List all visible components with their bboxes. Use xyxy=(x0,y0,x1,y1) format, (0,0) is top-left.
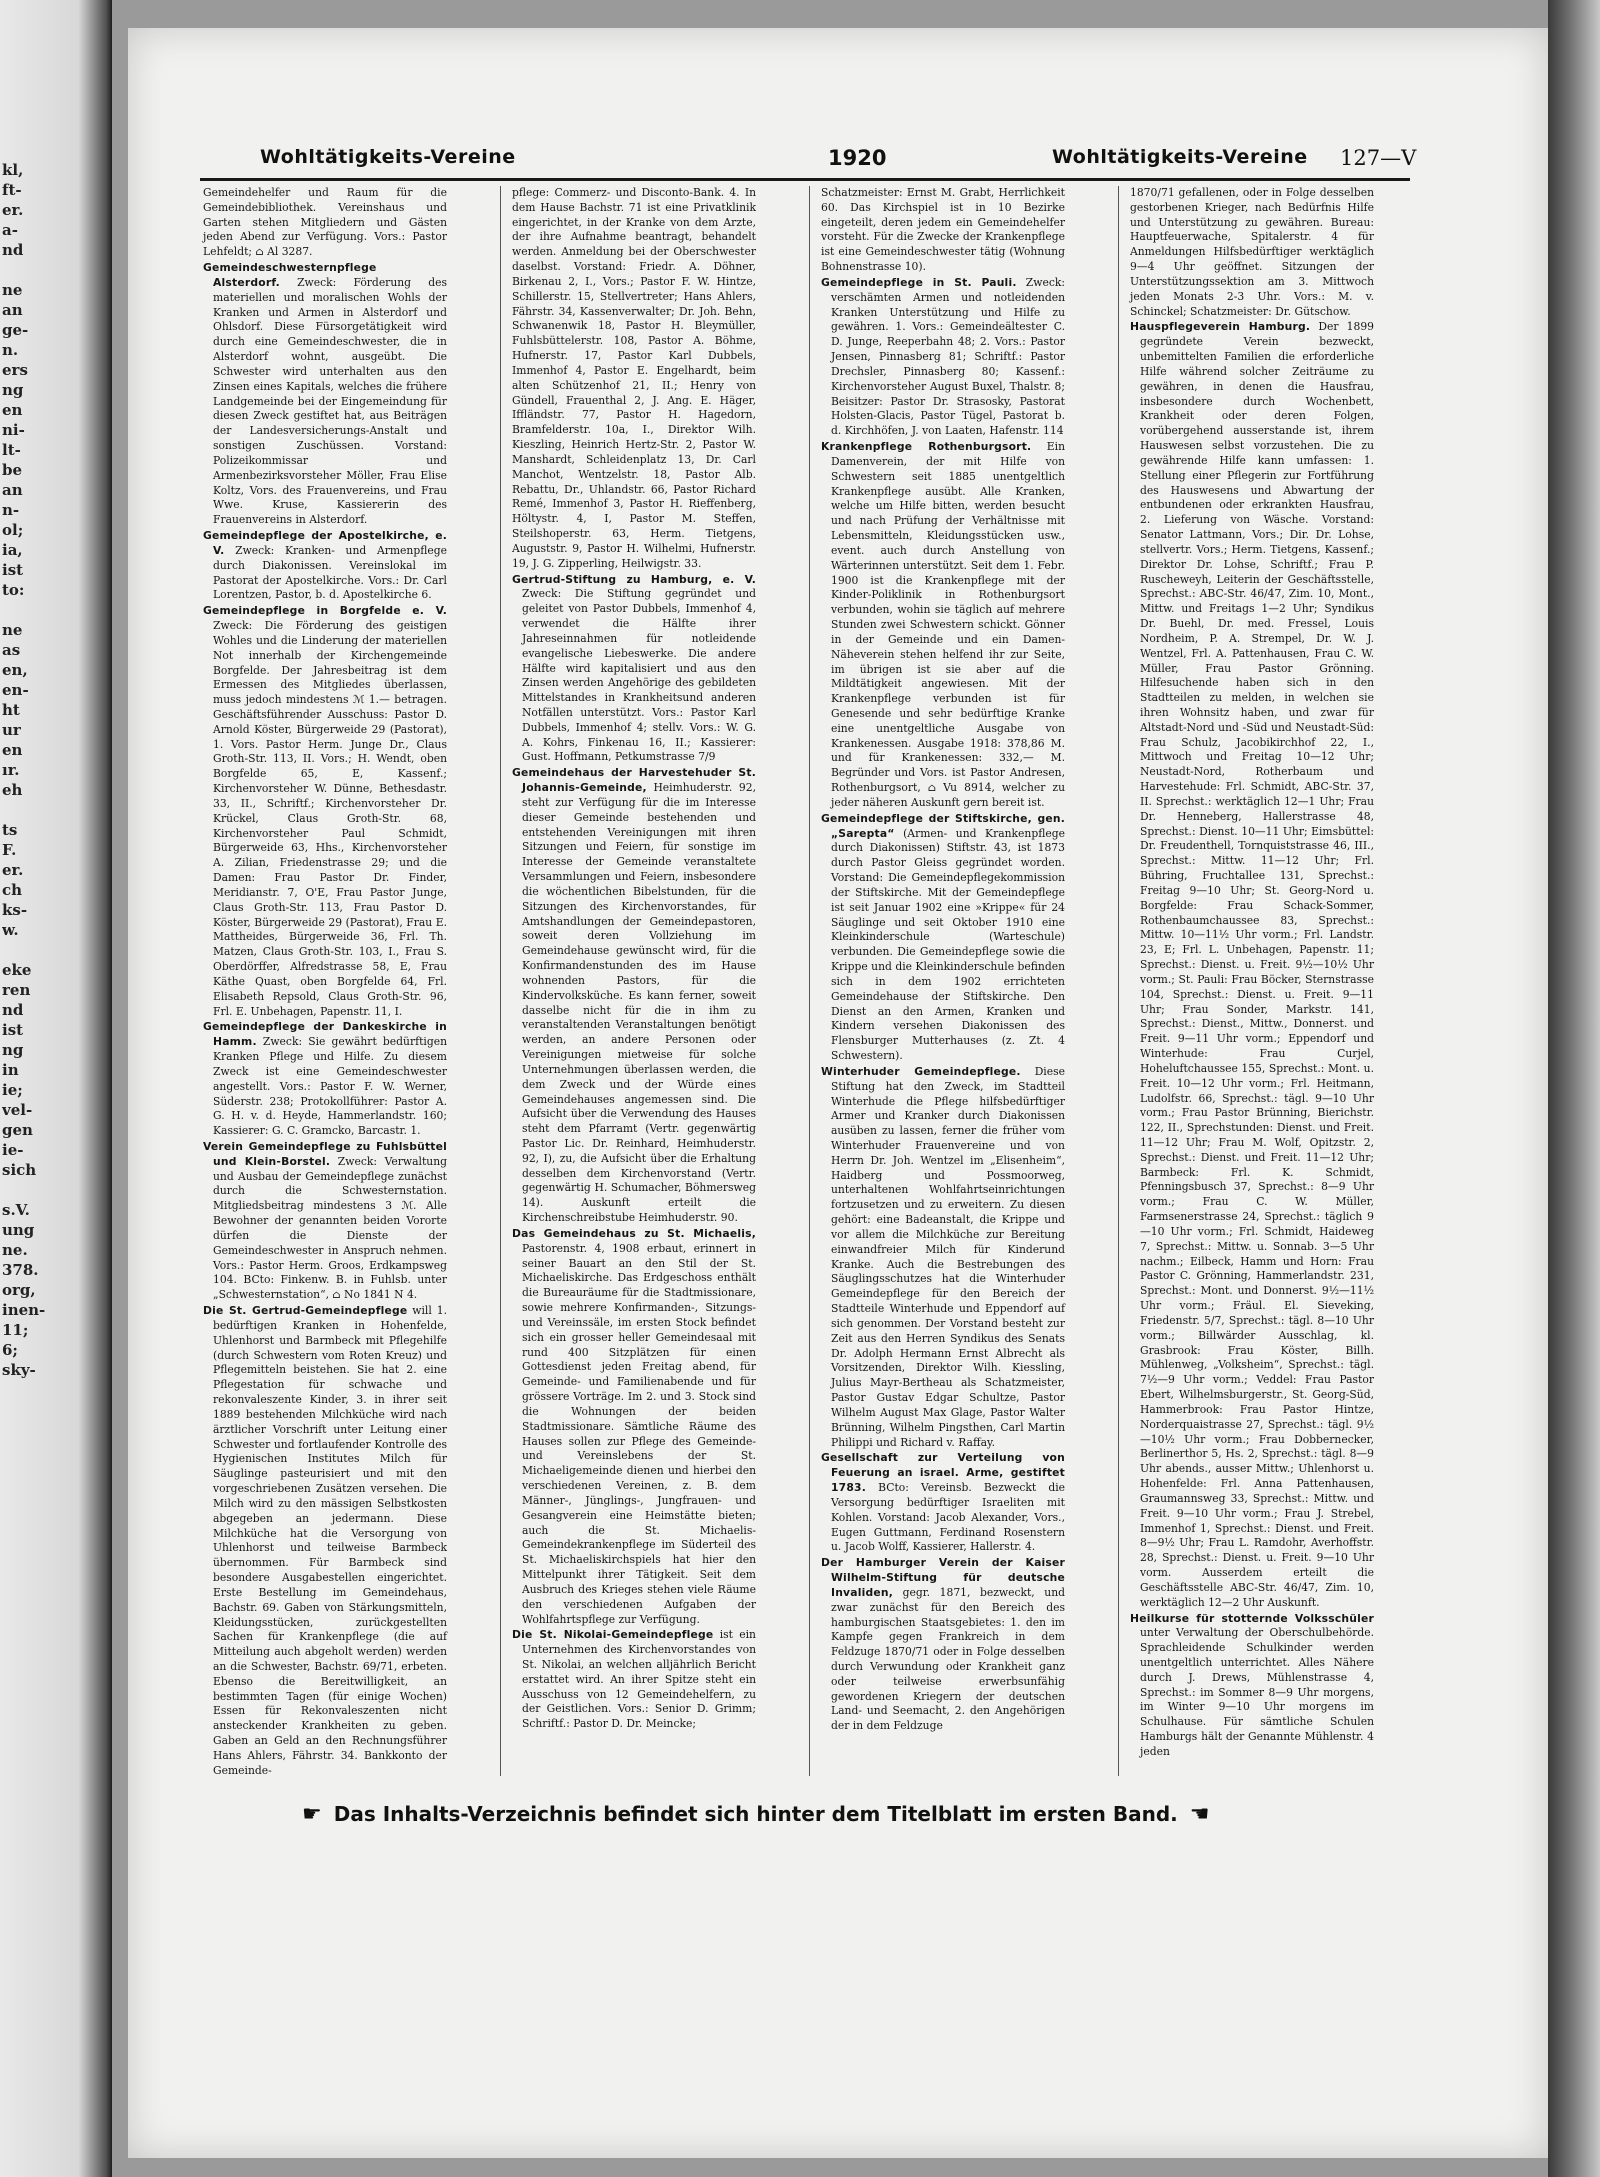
fragment-line: ht xyxy=(2,701,20,719)
fragment-line: nd xyxy=(2,241,24,259)
entry-heading: Gertrud-Stiftung zu Hamburg, e. V. xyxy=(512,572,756,586)
entry-text: Schatzmeister: Ernst M. Grabt, Herrlichkeit 60. Das Kirchspiel ist in 10 Bezirke eingeteilt, deren jedem ein Gemeindehelfer vorsteht. Für die Zwecke der Krankenpflege ist eine Gemeindeschwester tätig (Wohnung Bohnenstrasse 10). xyxy=(821,186,1065,274)
fragment-line: w. xyxy=(2,921,19,939)
entry-heading: Gemeindepflege der Stiftskirche, gen. „Sarepta“ xyxy=(821,811,1065,840)
entry-heading: Gemeindepflege in St. Pauli. xyxy=(821,275,1017,289)
fragment-line xyxy=(2,600,102,620)
fragment-line: org, xyxy=(2,1281,36,1299)
directory-entry xyxy=(512,1628,756,1732)
entry-heading: Gemeindeschwesternpflege Alsterdorf. xyxy=(203,261,377,289)
pointing-hand-right-icon: ☛ xyxy=(302,1802,322,1827)
fragment-line: ft- xyxy=(2,181,22,199)
fragment-line: ie; xyxy=(2,1081,23,1099)
entry-heading: Winterhuder Gemeindepflege. xyxy=(821,1064,1021,1078)
fragment-line: as xyxy=(2,641,21,659)
fragment-line: 378. xyxy=(2,1261,39,1279)
entry-text: Heimhuderstr. 92, steht zur Verfügung für die im Interesse dieser Gemeinde bestehenden und entstehenden Vereinigungen mit ihren Sitzungen und Feiern, für sonstige im Interesse der Gemeinde veranstaltete Versammlungen und Feiern, insbesondere die wöchentlichen Bibelstunden, für die Sitzungen des Kirchenvorstandes, für Amtshandlungen der Gemeindepastoren, soweit deren Vollziehung im Gemeindehause gewünscht wird, für die Konfirmandenstunden des im Hause wohnenden Pastors, für die Kindervolksküche. Es kann ferner, soweit dasselbe nicht für die in ihm zu veranstaltenden Veranstaltungen benötigt werden, an andere Personen oder Vereinigungen mietweise für solche Unternehmungen überlassen werden, die dem Zweck und der Würde eines Gemeindehauses angemessen sind. Die Aufsicht über die Verwendung des Hauses steht dem Pfarramt (Vertr. gegenwärtig Pastor Lic. Dr. Reinhard, Heimhuderstr. 92, I), zu, die Aufsicht über die Erhaltung desselben dem Kirchenvorstand (Vertr. gegenwärtig H. Schumacher, Böhmersweg 14). Auskunft erteilt die Kirchenschreibstube Heimhuderstr. 90. xyxy=(522,781,757,1225)
entry-heading: Heilkurse für stotternde Volksschüler xyxy=(1130,1611,1374,1625)
fragment-line: ie- xyxy=(2,1141,24,1159)
fragment-line: lt- xyxy=(2,441,21,459)
directory-entry xyxy=(203,186,447,260)
directory-entry xyxy=(203,261,447,528)
fragment-line: s.V. xyxy=(2,1201,30,1219)
fragment-line: 6; xyxy=(2,1341,18,1359)
page-number: 127—V xyxy=(1340,146,1417,170)
entry-text: pflege: Commerz- und Disconto-Bank. 4. In dem Hause Bachstr. 71 ist eine Privatklinik eingerichtet, in der Kranke von dem Arzte, der ihre Aufnahme beantragt, behandelt werden. Anmeldung bei der Oberschwester daselbst. Vorstand: Friedr. A. Döhner, Birkenau 2, I., Vors.; Pastor F. W. Hintze, Schillerstr. 15, Stellvertreter; Hans Ahlers, Fährstr. 34, Kassenverwalter; Dr. Joh. Behn, Schwanenwik 18, Pastor H. Bleymüller, Fuhlsbüttelerstr. 108, Pastor A. Böhme, Hufnerstr. 17, Pastor Karl Dubbels, Immenhof 4, Pastor E. Engelhardt, beim alten Schützenhof 21, II.; Henry von Gündell, Frauenthal 2, J. Ang. E. Häger, Iffländstr. 77, Pastor H. Hagedorn, Bramfelderstr. 10a, I., Direktor Wilh. Kieszling, Heinrich Hertz-Str. 2, Pastor W. Manshardt, Schleidenplatz 13, Dr. Carl Manchot, Wentzelstr. 18, Pastor Alb. Rebattu, Dr., Uhlandstr. 66, Pastor Richard Remé, Immenhof 3, Pastor H. Rieffenberg, Höltystr. 4, I, Pastor M. Steffen, Steilshoperstr. 63, Herm. Tietgens, Auguststr. 9, Pastor H. Wilhelmi, Hufnerstr. 19, J. G. Zipperling, Heilwigstr. 33. xyxy=(512,186,756,570)
directory-entry xyxy=(512,1227,756,1627)
entry-text: ist ein Unternehmen des Kirchenvorstandes von St. Nikolai, an welchen alljährlich Bericht erstattet wird. An ihrer Spitze steht ein Ausschuss von 12 Gemeindehelfern, zu der Geistlichen. Vors.: Senior D. Grimm; Schriftf.: Pastor D. Dr. Meincke; xyxy=(522,1628,756,1731)
fragment-line: er. xyxy=(2,861,24,879)
entry-text: Zweck: Sie gewährt bedürftigen Kranken Pflege und Hilfe. Zu diesem Zweck ist eine Gemeindeschwester angestellt. Vors.: Pastor F. W. Werner, Süderstr. 238; Protokollführer: Pastor A. G. H. v. d. Heyde, Hammerlandstr. 160; Kassierer: G. C. Gramcko, Barcastr. 1. xyxy=(213,1035,447,1138)
fragment-line xyxy=(2,940,102,960)
fragment-line: n. xyxy=(2,341,19,359)
fragment-line: ung xyxy=(2,1221,35,1239)
directory-entry xyxy=(512,186,756,572)
fragment-line: sich xyxy=(2,1161,37,1179)
fragment-line: a- xyxy=(2,221,18,239)
fragment-line: to: xyxy=(2,581,25,599)
text-column-2 xyxy=(512,186,756,1733)
directory-entry xyxy=(821,1556,1065,1734)
entry-text: Zweck: Förderung des materiellen und moralischen Wohls der Kranken und Armen in Alsterdorf und Ohlsdorf. Diese Fürsorgetätigkeit wird durch eine Gemeindeschwester, die in Alsterdorf wohnt, ausgeübt. Die Schwester wird unterhalten aus den Zinsen eines Kapitals, welches die frühere Landgemeinde bei der Eingemeindung für diesen Zweck gestiftet hat, aus Beiträgen der Landesversicherungs-Anstalt und sonstigen Zuschüssen. Vorstand: Polizeikommissar und Armenbezirksvorsteher Möller, Frau Elise Koltz, Vors. des Frauenvereins, und Frau Wwe. Kruse, Kassiererin des Frauenvereins in Alsterdorf. xyxy=(213,275,447,527)
fragment-line: vel- xyxy=(2,1101,33,1119)
column-separator xyxy=(1118,186,1119,1776)
entry-heading: Hauspflegeverein Hamburg. xyxy=(1130,320,1311,334)
entry-heading: Die St. Gertrud-Gemeindepflege xyxy=(203,1304,408,1318)
fragment-line: n- xyxy=(2,501,20,519)
entry-text: Zweck: verschämten Armen und notleidenden Kranken Unterstützung und Hilfe zu gewähren. 1. Vors.: Gemeindeältester C. D. Junge, Reeperbahn 48; 2. Vors.: Pastor Jensen, Pinnasberg 81; Schriftf.: Pastor Drechsler, Pinnasberg 80; Kassenf.: Kirchenvorsteher August Buxel, Thalstr. 8; Beisitzer: Pastor Dr. Strasosky, Pastorat Holsten-Glacis, Pastor Tügel, Pastorat b. d. Kirchhöfen, J. von Laaten, Hafenstr. 114 xyxy=(831,275,1065,438)
entry-text: Gemeindehelfer und Raum für die Gemeindebibliothek. Vereinshaus und Garten stehen Mitgliedern und Gästen jeden Abend zur Verfügung. Vors.: Pastor Lehfeldt; ⌂ Al 3287. xyxy=(203,186,447,259)
fragment-line: ist xyxy=(2,1021,24,1039)
entry-heading: Das Gemeindehaus zu St. Michaelis, xyxy=(512,1226,756,1240)
directory-entry xyxy=(512,573,756,766)
fragment-line: 11; xyxy=(2,1321,29,1339)
directory-entry xyxy=(821,812,1065,1064)
directory-entry xyxy=(821,186,1065,275)
directory-entry xyxy=(203,529,447,603)
running-header xyxy=(260,146,1417,174)
entry-text: Pastorenstr. 4, 1908 erbaut, erinnert in seiner Bauart an den Stil der St. Michaeliskirche. Das Erdgeschoss enthält die Bureauräume für die Stadtmissionare, sowie mehrere Konfirmanden-, Sitzungs- und Vereinssäle, im ersten Stock befindet sich ein grosser heller Gemeindesaal mit rund 400 Sitzplätzen für einen Gottesdienst jeden Freitag abend, für Gemeinde- und Familienabende und für grössere Vorträge. Im 2. und 3. Stock sind die Wohnungen der beiden Stadtmissionare. Sämtliche Räume des Hauses sollen zur Pflege des Gemeinde- und Vereinslebens der St. Michaeligemeinde dienen und hierbei den verschiedenen Vereinen, z. B. dem Männer-, Jünglings-, Jungfrauen- und Gesangverein eine Heimstätte bieten; auch die St. Michaelis-Gemeindekrankenpflege im Süderteil des St. Michaeliskirchspiels hat hier den Mittelpunkt ihrer Tätigkeit. Seit dem Ausbruch des Krieges stehen viele Räume den verschiedenen Aufgaben der Wohlfahrtspflege zur Verfügung. xyxy=(522,1241,756,1626)
entry-heading: Gemeindepflege in Borgfelde e. V. xyxy=(203,604,447,618)
text-column-1 xyxy=(203,186,447,1780)
fragment-line: ts xyxy=(2,821,18,839)
fragment-line: ks- xyxy=(2,901,28,919)
entry-heading: Die St. Nikolai-Gemeindepflege xyxy=(512,1628,714,1642)
fragment-line: ge- xyxy=(2,321,29,339)
fragment-line xyxy=(2,1180,102,1200)
entry-text: (Armen- und Krankenpflege durch Diakonissen) Stiftstr. 43, ist 1873 durch Pastor Gleiss gegründet worden. Vorstand: Die Gemeindepflegekommission der Stiftskirche. Mit der Gemeindepflege ist seit Januar 1902 eine »Krippe« für 24 Säuglinge und seit Oktober 1910 eine Kleinkinderschule (Warteschule) verbunden. Die Gemeindepflege sowie die Krippe und die Kleinkinderschule befinden sich in dem 1902 errichteten Gemeindehause der Stiftskirche. Den Dienst an den Armen, Kranken und Kindern versehen Diakonissen des Flensburger Mutterhauses (z. Zt. 4 Schwestern). xyxy=(831,826,1065,1063)
entry-text: Diese Stiftung hat den Zweck, im Stadtteil Winterhude die Pflege hilfsbedürftiger Armer und Kranker durch Diakonissen ausüben zu lassen, ferner die früher vom Winterhuder Frauenvereine und von Herrn Dr. Joh. Wentzel im „Elisenheim“, Haidberg und Possmoorweg, unterhaltenen Wohlfahrtseinrichtungen fortzusetzen und zu erweitern. Zu diesen gehört: eine Badeanstalt, die Krippe und vor allem die Milchküche zur Bereitung einwandfreier Milch für Kinderund Kranke. Auch die Bestrebungen des Säuglingsschutzes hat die Winterhuder Gemeindepflege für den Bereich der Stadtteile Winterhude und Eppendorf auf sich genommen. Der Vorstand besteht zur Zeit aus den Herren Syndikus des Senats Dr. Adolph Hermann Ernst Albrecht als Vorsitzenden, Direktor Wilh. Kiessling, Julius Mayr-Bertheau als Schatzmeister, Pastor Gustav Edgar Schultze, Pastor Wilhelm August Max Glage, Pastor Walter Brünning, Wilhelm Pingsthen, Carl Martin Philippi und Richard v. Raffay. xyxy=(831,1064,1065,1449)
directory-entry xyxy=(203,1140,447,1303)
fragment-line: ers xyxy=(2,361,28,379)
directory-entry xyxy=(1130,320,1374,1610)
footer-notice xyxy=(290,1802,1380,1836)
fragment-line: ch xyxy=(2,881,23,899)
directory-entry xyxy=(821,276,1065,439)
text-column-4 xyxy=(1130,186,1374,1761)
entry-heading: Verein Gemeindepflege zu Fuhlsbüttel und Klein-Borstel. xyxy=(203,1140,447,1168)
fragment-line: ol; xyxy=(2,521,24,539)
text-column-3 xyxy=(821,186,1065,1735)
directory-entry xyxy=(203,1304,447,1779)
entry-text: BCto: Vereinsb. Bezweckt die Versorgung bedürftiger Israeliten mit Kohlen. Vorstand: Jacob Alexander, Vors., Eugen Guttmann, Ferdinand Rosenstern u. Jacob Wolff, Kassierer, Hallerstr. 4. xyxy=(831,1481,1065,1554)
directory-entry xyxy=(821,440,1065,811)
fragment-line: eh xyxy=(2,781,23,799)
scan-right-edge xyxy=(1548,0,1600,2177)
fragment-line: ia, xyxy=(2,541,23,559)
directory-entry xyxy=(1130,1612,1374,1760)
entry-text: unter Verwaltung der Oberschulbehörde. Sprachleidende Schulkinder werden unentgeltlich unterrichtet. Alles Nähere durch J. Drews, Mühlenstrasse 4, Sprechst.: im Sommer 8—9 Uhr morgens, im Winter 9—10 Uhr morgens im Schulhause. Für sämtliche Schulen Hamburgs hält der Genannte Mühlenstr. 4 jeden xyxy=(1140,1626,1374,1758)
fragment-line: en, xyxy=(2,661,28,679)
entry-heading: Gemeindepflege der Apostelkirche, e. V. xyxy=(203,529,447,557)
entry-heading: Gemeindehaus der Harvestehuder St. Johannis-Gemeinde, xyxy=(512,766,756,795)
fragment-line: inen- xyxy=(2,1301,46,1319)
fragment-line: ist xyxy=(2,561,24,579)
fragment-line: ng xyxy=(2,381,24,399)
fragment-line xyxy=(2,260,102,280)
fragment-line: en xyxy=(2,741,23,759)
fragment-line: an xyxy=(2,301,23,319)
directory-entry xyxy=(821,1065,1065,1451)
entry-text: Zweck: Die Stiftung gegründet und geleitet von Pastor Dubbels, Immenhof 4, verwendet die Hälfte ihrer Jahreseinnahmen für notleidende evangelische Liebeswerke. Die andere Hälfte wird kapitalisiert und aus den Zinsen werden Angehörige des gebildeten Mittelstandes in Krankheitsund anderen Notfällen unterstützt. Vors.: Pastor Karl Dubbels, Immenhof 4; stellv. Vors.: W. G. A. Kohrs, Finkenau 16, II.; Kassierer: Gust. Hoffmann, Petkumstrasse 7/9 xyxy=(522,587,756,764)
header-left-title: Wohltätigkeits-Vereine xyxy=(260,146,516,168)
fragment-line: kl, xyxy=(2,161,24,179)
header-rule xyxy=(200,178,1410,181)
header-year: 1920 xyxy=(828,146,887,170)
fragment-line: ni- xyxy=(2,421,25,439)
entry-heading: Der Hamburger Verein der Kaiser Wilhelm-Stiftung für deutsche Invaliden, xyxy=(821,1556,1065,1599)
fragment-line: an xyxy=(2,481,23,499)
fragment-line: er. xyxy=(2,201,24,219)
directory-entry xyxy=(512,766,756,1226)
entry-text: Der 1899 gegründete Verein bezweckt, unbemittelten Familien die erforderliche Hilfe während solcher Zeiträume zu gewähren, in denen die Hausfrau, insbesondere durch Wochenbett, Krankheit oder deren Folgen, vorübergehend ausserstande ist, ihrem Hauswesen selbst vorzustehen. Die zu gewährende Hilfe kann umfassen: 1. Stellung einer Pflegerin zur Fortführung des Hauswesens und Abwartung der entbundenen oder erkrankten Hausfrau, 2. Lieferung von Wäsche. Vorstand: Senator Lattmann, Vors.; Dir. Dr. Lohse, stellvertr. Vors.; Herm. Tietgens, Kassenf.; Direktor Dr. Lohse, Schriftf.; Frau P. Ruscheweyh, Leiterin der Geschäftsstelle, Sprechst.: ABC-Str. 46/47, Zim. 10, Mont., Mittw. und Freitags 1—2 Uhr; Syndikus Dr. Buehl, Dr. med. Fressel, Louis Nordheim, P. A. Strempel, Dr. W. J. Wentzel, Frl. A. Pattenhausen, Frau C. W. Müller, Frau Pastor Grönning. Hilfesuchende haben sich in den Stadtteilen zu melden, in welchen sie ihren Wohnsitz haben, und zwar für Altstadt-Nord und -Süd und Neustadt-Süd: Frau Schulz, Jacobikirchhof 22, I., Mittwoch und Freitag 10—12 Uhr; Neustadt-Nord, Rotherbaum und Harvestehude: Frl. Schmidt, ABC-Str. 37, II. Sprechst.: werktäglich 12—1 Uhr; Frau Dr. Henneberg, Hallerstrasse 48, Sprechst.: Dienst. 10—11 Uhr; Eimsbüttel: Dr. Freudenthell, Tornquiststrasse 46, III., Sprechst.: Mittw. 11—12 Uhr; Frl. Bühring, Fruchtallee 131, Sprechst.: Freitag 9—10 Uhr; St. Georg-Nord u. Borgfelde: Frau Schack-Sommer, Rothenbaumchaussee 83, Sprechst.: Mittw. 10—11½ Uhr vorm.; Frl. Landstr. 23, E; Frl. L. Unbehagen, Papenstr. 11; Sprechst.: Dienst. u. Freit. 9½—10½ Uhr vorm.; St. Pauli: Frau Böcker, Sternstrasse 104, Sprechst.: Dienst. u. Freit. 9—11 Uhr; Frau Sonder, Markstr. 141, Sprechst.: Dienst., Mittw., Donnerst. und Freit. 9—11 Uhr vorm.; Eppendorf und Winterhude: Frau Curjel, Hoheluftchaussee 155, Sprechst.: Mont. u. Freit. 10—12 Uhr vorm.; Frl. Heitmann, Ludolfstr. 66, Sprechst.: tägl. 9—10 Uhr vorm.; Frau Pastor Brünning, Bierichstr. 122, II., Sprechstunden: Dienst. und Freit. 11—12 Uhr; Frau M. Wolf, Opitzstr. 2, Sprechst.: Dienst. und Freit. 11—12 Uhr; Barmbeck: Frl. K. Schmidt, Pfenningsbusch 37, Sprechst.: 8—9 Uhr vorm.; Frau C. W. Müller, Farmsenerstrasse 24, Sprechst.: täglich 9—10 Uhr vorm.; Frl. Schmidt, Haideweg 7, Sprechst.: Mittw. u. Sonnab. 3—5 Uhr nachm.; Eilbeck, Hamm und Horn: Frau Pastor C. Grönning, Hammerlandstr. 231, Sprechst.: Mont. und Donnerst. 9½—11½ Uhr vorm.; Fräul. El. Sieveking, Friedenstr. 5/7, Sprechst.: tägl. 8—10 Uhr vorm.; Billwärder Ausschlag, kl. Grasbrook: Frau Köster, Billh. Mühlenweg, „Volksheim“, Sprechst.: tägl. 7½—9 Uhr vorm.; Veddel: Frau Pastor Ebert, Wilhelmsburgerstr., St. Georg-Süd, Hammerbrook: Frau Pastor Hintze, Norderquaistrasse 27, Sprechst.: tägl. 9½—10½ Uhr vorm.; Frau Dobbernecker, Berlinerthor 5, Hs. 2, Sprechst.: tägl. 8—9 Uhr abends., ausser Mittw.; Uhlenhorst u. Hohenfelde: Frl. Anna Pattenhausen, Graumannsweg 33, Sprechst.: Mittw. und Freit. 9—10 Uhr vorm.; Frau J. Strebel, Immenhof 1, Sprechst.: Dienst. und Freit. 8—9½ Uhr; Frau L. Ramdohr, Averhoffstr. 28, Sprechst.: Dienst. u. Freit. 9—10 Uhr vorm. Ausserdem erteilt die Geschäftsstelle ABC-Str. 46/47, Zim. 10, werktäglich 12—2 Uhr Auskunft. xyxy=(1140,320,1374,1609)
entry-heading: Gesellschaft zur Verteilung von Feuerung an israel. Arme, gestiftet 1783. xyxy=(821,1451,1065,1495)
entry-text: Zweck: Verwaltung und Ausbau der Gemeindepflege zunächst durch die Schwesternstation. Mitgliedsbeitrag mindestens 3 ℳ. Alle Bewohner der genannten beiden Vororte dürfen die Dienste der Gemeindeschwester in Anspruch nehmen. Vors.: Pastor Herm. Groos, Erdkampsweg 104. BCto: Finkenw. B. in Fuhlsb. unter „Schwesternstation“, ⌂ No 1841 N 4. xyxy=(213,1154,447,1302)
entry-text: Zweck: Kranken- und Armenpflege durch Diakonissen. Vereinslokal im Pastorat der Apostelkirche. Vors.: Dr. Carl Lorentzen, Pastor, b. d. Apostelkirche 6. xyxy=(213,543,447,602)
fragment-line: in xyxy=(2,1061,19,1079)
directory-entry xyxy=(1130,186,1374,319)
fragment-line xyxy=(2,800,102,820)
directory-entry xyxy=(821,1451,1065,1555)
header-right-title: Wohltätigkeits-Vereine xyxy=(1052,146,1308,168)
pointing-hand-left-icon: ☚ xyxy=(1189,1802,1210,1827)
entry-text: gegr. 1871, bezweckt, und zwar zunächst für den Bereich des hamburgischen Staatsgebietes: 1. den im Kampfe gegen Frankreich in dem Feldzuge 1870/71 oder in Folge desselben durch Verwundung oder Krankheit ganz oder teilweise erwerbsunfähig gewordenen Kriegern der deutschen Land- und Seemacht, 2. den Angehörigen der in dem Feldzuge xyxy=(831,1585,1065,1733)
fragment-line: ur xyxy=(2,721,21,739)
fragment-line: en- xyxy=(2,681,29,699)
column-separator xyxy=(809,186,810,1776)
fragment-line: gen xyxy=(2,1121,33,1139)
fragment-line: ne xyxy=(2,621,23,639)
fragment-line: en xyxy=(2,401,23,419)
fragment-line: ng xyxy=(2,1041,24,1059)
entry-text: will 1. bedürftigen Kranken in Hohenfelde, Uhlenhorst und Barmbeck mit Pflegehilfe (durch Schwestern vom Roten Kreuz) und Pflegemitteln beistehen. Sie hat 2. eine Pflegestation für schwache und rekonvaleszente Kinder, 3. in ihrer seit 1889 bestehenden Milchküche wird nach ärztlicher Vorschrift unter Leitung einer Schwester und fortlaufender Kontrolle des Hygienischen Institutes Milch für Säuglinge pasteurisiert und mit den vorgeschriebenen Zusätzen versehen. Die Milch wird zu den mässigen Selbstkosten abgegeben an jedermann. Diese Milchküche hat die Versorgung von Uhlenhorst und teilweise Barmbeck übernommen. Für Barmbeck sind besondere Ausgabestellen eingerichtet. Erste Bestellung im Gemeindehaus, Bachstr. 69. Gaben von Stärkungsmitteln, Kleidungsstücken, zurückgestellten Sachen für Krankenpflege (die auf Mitteilung auch abgeholt werden) werden an die Schwester, Bachstr. 69/71, erbeten. Ebenso die Bereitwilligkeit, an bestimmten Tagen (für einige Wochen) Essen für Rekonvaleszenten nicht ansteckender Krankheiten zu geben. Gaben an Geld an den Rechnungsführer Hans Ahlers, Fährstr. 34. Bankkonto der Gemeinde- xyxy=(213,1304,447,1777)
fragment-line: ne. xyxy=(2,1241,28,1259)
entry-heading: Gemeindepflege der Dankeskirche in Hamm. xyxy=(203,1020,447,1049)
entry-text: 1870/71 gefallenen, oder in Folge desselben gestorbenen Krieger, nach Bedürfnis Hilfe und Unterstützung zu gewähren. Bureau: Hauptfeuerwache, Spitalerstr. 4 für Anmeldungen Hilfsbedürftiger werktäglich 9—4 Uhr geöffnet. Sitzungen der Unterstützungssektion am 3. Mittwoch jeden Monats 2-3 Uhr. Vors.: M. v. Schinckel; Schatzmeister: Dr. Gütschow. xyxy=(1130,186,1374,318)
footer-text: Das Inhalts-Verzeichnis befindet sich hinter dem Titelblatt im ersten Band. xyxy=(333,1802,1178,1826)
fragment-line: ren xyxy=(2,981,31,999)
column-separator xyxy=(500,186,501,1776)
fragment-line: sky- xyxy=(2,1361,36,1379)
entry-text: Ein Damenverein, der mit Hilfe von Schwestern seit 1885 unentgeltlich Krankenpflege ausübt. Alle Kranken, welche um Hilfe bitten, werden besucht und nach Prüfung der Verhältnisse mit Lebensmitteln, Kleidungsstücken usw., event. auch durch Anstellung von Wärterinnen unterstützt. Seit dem 1. Febr. 1900 ist die Krankenpflege mit der Kinder-Poliklinik in Rothenburgsort verbunden, wohin sie täglich auf mehrere Stunden zwei Schwestern schickt. Gönner in der Gemeinde und ein Damen-Näheverein stehen helfend ihr zur Seite, im übrigen ist sie aber auf die Mildtätigkeit angewiesen. Mit der Krankenpflege verbunden ist für Genesende und sehr bedürftige Kranke eine unentgeltliche Ausgabe von Krankenessen. Ausgabe 1918: 378,86 M. und für Krankenessen: 332,— M. Begründer und Vors. ist Pastor Andresen, Rothenburgsort, ⌂ Vu 8914, welcher zu jeder näheren Auskunft gern bereit ist. xyxy=(831,440,1065,809)
directory-entry xyxy=(203,1020,447,1139)
fragment-line: eke xyxy=(2,961,32,979)
fragment-line: F. xyxy=(2,841,17,859)
adjacent-page-fragments xyxy=(2,160,102,1380)
fragment-line: nd xyxy=(2,1001,24,1019)
entry-text: Zweck: Die Förderung des geistigen Wohles und die Linderung der materiellen Not innerhalb der Kirchengemeinde Borgfelde. Der Jahresbeitrag ist dem Ermessen des Mitgliedes überlassen, muss jedoch mindestens ℳ 1.— betragen. Geschäftsführender Ausschuss: Pastor D. Arnold Köster, Bürgerweide 29 (Pastorat), 1. Vors. Pastor Herm. Junge Dr., Claus Groth-Str. 113, II. Vors.; H. Wendt, oben Borgfelde 65, E, Kassenf.; Kirchenvorsteher W. Dünne, Bethesdastr. 33, II., Schriftf.; Kirchenvorsteher Dr. Krückel, Claus Groth-Str. 68, Kirchenvorsteher Paul Schmidt, Bürgerweide 63, Hhs., Kirchenvorsteher A. Zilian, Friedenstrasse 29; und die Damen: Frau Pastor Dr. Finder, Meridianstr. 7, O'E, Frau Pastor Junge, Claus Groth-Str. 113, Frau Pastor D. Köster, Bürgerweide 29 (Pastorat), Frau E. Mattheides, Bürgerweide 36, Frl. Th. Matzen, Claus Groth-Str. 103, I., Frau S. Oberdörffer, Alfredstrasse 58, E, Frau Käthe Quast, oben Borgfelde 64, Frl. Elisabeth Repsold, Claus Groth-Str. 96, Frl. E. Unbehagen, Papenstr. 11, I. xyxy=(213,619,447,1018)
fragment-line: ne xyxy=(2,281,23,299)
fragment-line: be xyxy=(2,461,23,479)
entry-heading: Krankenpflege Rothenburgsort. xyxy=(821,440,1032,454)
fragment-line: ır. xyxy=(2,761,20,779)
directory-entry xyxy=(203,604,447,1019)
